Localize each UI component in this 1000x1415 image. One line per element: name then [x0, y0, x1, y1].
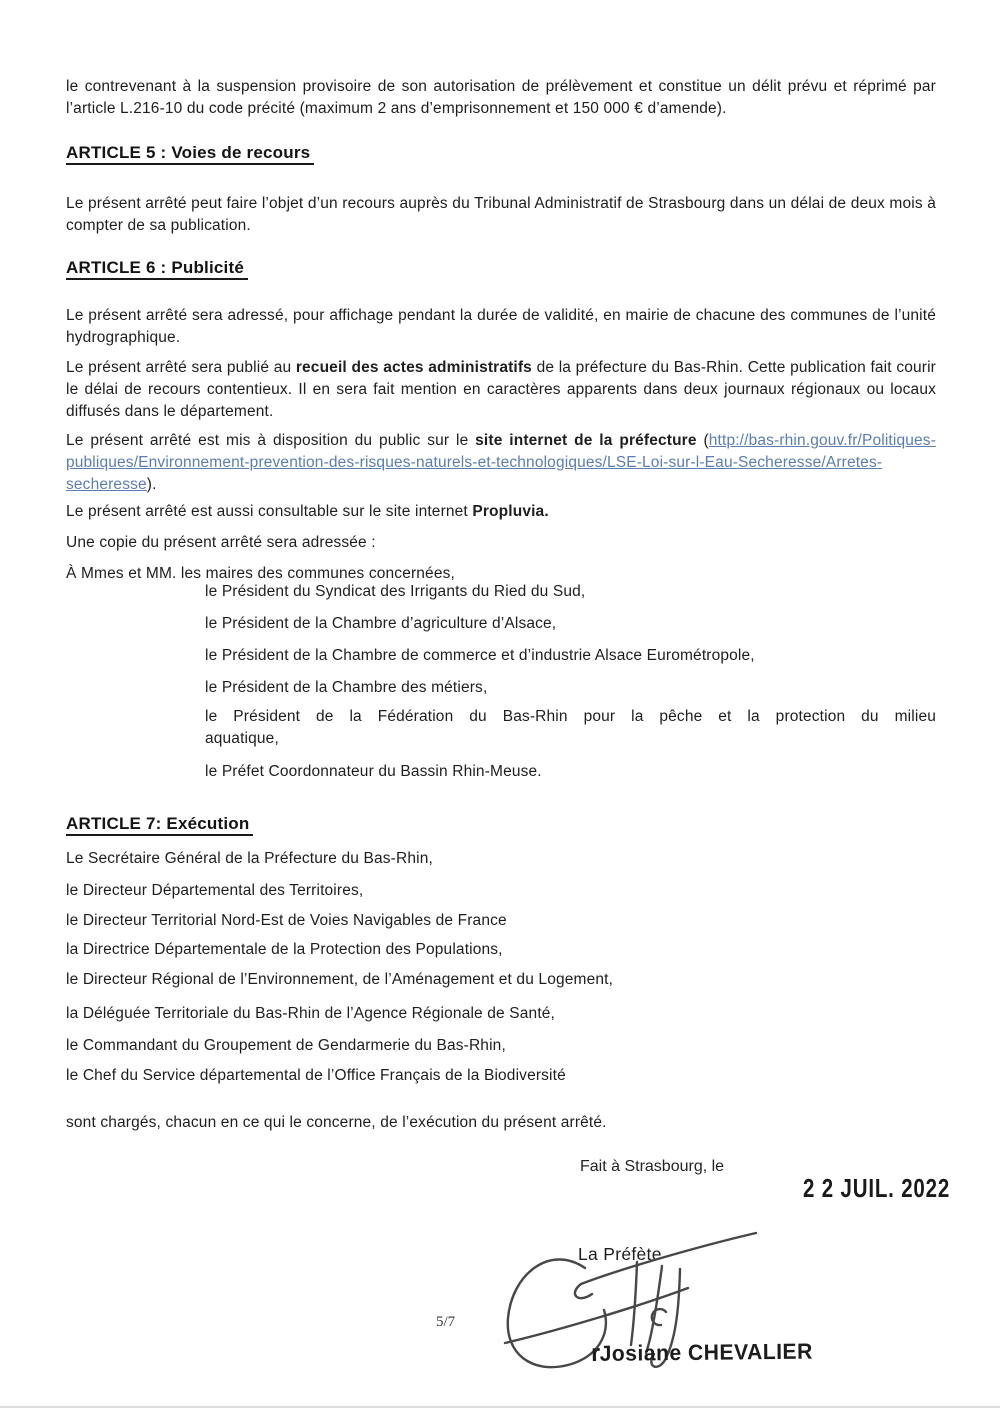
recipient-item: le Président du Syndicat des Irrigants du Ried du Sud, [205, 583, 586, 600]
recipient-item: le Préfet Coordonnateur du Bassin Rhin-Meuse. [205, 763, 542, 780]
article6-p3-pre: Le présent arrêté est mis à disposition du public sur le [66, 431, 476, 449]
date-stamp: 2 2 JUIL. 2022 [803, 1174, 951, 1204]
article7-closing: sont chargés, chacun en ce qui le concerne, de l’exécution du présent arrêté. [66, 1113, 607, 1131]
article5-title-text: ARTICLE 5 : Voies de recours [66, 143, 314, 165]
article6-copy-notice: Une copie du présent arrêté sera adressée : [66, 533, 376, 551]
signer-name-text: Josiane CHEVALIER [599, 1338, 813, 1366]
article7-title-text: ARTICLE 7: Exécution [66, 814, 253, 836]
official-line: la Déléguée Territoriale du Bas-Rhin de l’Agence Régionale de Santé, [66, 1005, 555, 1022]
prefecture-website-link[interactable]: http://bas-rhin.gouv.fr/Politiques-publiques/Environnement-prevention-des-risques-naturels-et-technologiques/LSE-Loi-sur-l-Eau-Secheresse/Arretes-secheresse [66, 431, 937, 493]
article6-paragraph-3 [66, 430, 936, 496]
stamp-artifact-mark: r [591, 1339, 601, 1367]
article6-p2-post: de la préfecture du Bas-Rhin. Cette publication fait courir le délai de recours contentieux. Il en sera fait mention en caractères apparents dans deux journaux régionaux ou locaux diffusés dans le département. [66, 358, 936, 420]
official-line: la Directrice Départementale de la Protection des Populations, [66, 941, 503, 958]
recipient-item: le Président de la Chambre des métiers, [205, 679, 488, 696]
article6-p2-pre: Le présent arrêté sera publié au [66, 358, 296, 376]
continuation-paragraph: le contrevenant à la suspension provisoire de son autorisation de prélèvement et constitue un délit prévu et réprimé par l’article L.216-10 du code précité (maximum 2 ans d’emprisonnement et 150 000 € d’amende). [66, 77, 936, 117]
official-line: le Chef du Service départemental de l’Office Français de la Biodiversité [66, 1067, 566, 1084]
article6-title [66, 258, 248, 278]
recipient-item: le Président de la Fédération du Bas-Rhin pour la pêche et la protection du milieu aquatique, [205, 708, 936, 747]
recipient-item: le Président de la Chambre d’agriculture d’Alsace, [205, 615, 557, 632]
official-line: le Commandant du Groupement de Gendarmerie du Bas-Rhin, [66, 1037, 506, 1054]
official-line: le Directeur Territorial Nord-Est de Voies Navigables de France [66, 912, 507, 929]
article6-p2-bold: recueil des actes administratifs [295, 358, 532, 376]
article6-paragraph-2 [66, 357, 936, 423]
article6-p3-bold: site internet de la préfecture [475, 431, 697, 449]
article6-paragraph-4 [66, 501, 936, 523]
article5-title [66, 143, 314, 163]
recipient-item: le Président de la Chambre de commerce et d’industrie Alsace Eurométropole, [205, 647, 755, 664]
signer-role-label: La Préfète [578, 1244, 662, 1264]
article6-p4-bold-propluvia: Propluvia. [472, 502, 549, 520]
page-number: 5/7 [436, 1314, 456, 1330]
place-date-label: Fait à Strasbourg, le [580, 1158, 725, 1175]
article6-title-text: ARTICLE 6 : Publicité [66, 258, 248, 280]
scan-edge-line [0, 1406, 1000, 1408]
official-line: Le Secrétaire Général de la Préfecture du Bas-Rhin, [66, 850, 433, 867]
official-line: le Directeur Départemental des Territoires, [66, 882, 364, 899]
article6-p4-pre: Le présent arrêté est aussi consultable sur le site internet [66, 502, 473, 520]
official-line: le Directeur Régional de l’Environnement, de l’Aménagement et du Logement, [66, 971, 614, 988]
article7-title [66, 814, 253, 834]
article6-paragraph-1: Le présent arrêté sera adressé, pour affichage pendant la durée de validité, en mairie de chacune des communes de l’unité hydrographique. [66, 306, 936, 346]
article6-p3-open-paren: ( [696, 431, 709, 449]
article6-p3-close-paren: ). [146, 475, 157, 493]
article5-body: Le présent arrêté peut faire l’objet d’un recours auprès du Tribunal Administratif de Strasbourg dans un délai de deux mois à compter de sa publication. [66, 194, 936, 234]
article6-mayors-line: À Mmes et MM. les maires des communes concernées, [66, 564, 455, 582]
signer-name-stamp [591, 1338, 813, 1368]
